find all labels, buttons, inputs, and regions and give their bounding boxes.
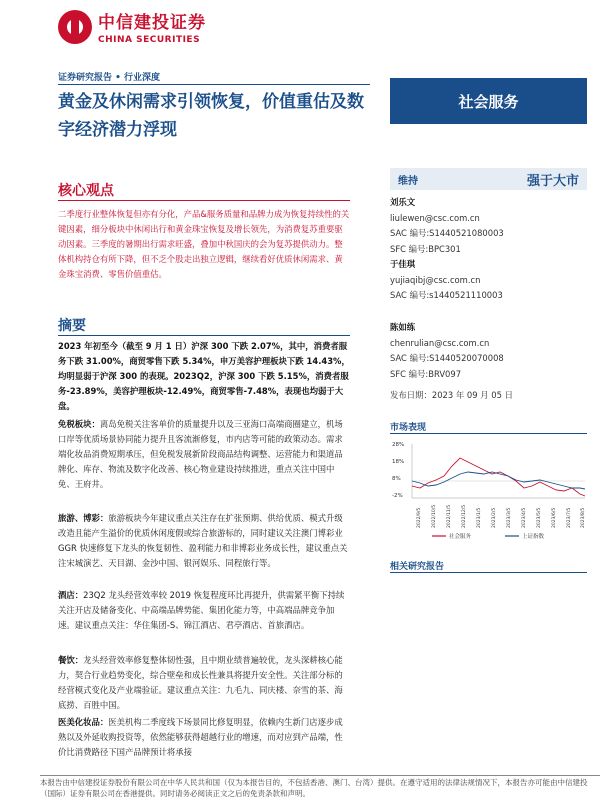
- legend-sector: 社会服务: [449, 534, 472, 540]
- legend-index: 上证指数: [522, 534, 545, 540]
- x-tick: 2022/10/5: [432, 504, 437, 528]
- para-text: 龙头经营效率修复整体韧性强，且中期业绩普遍较优，龙头深耕核心能力，契合行业趋势变化，综合壁垒和成长性兼具将提升安全性。关注部分标的经营模式变化及产业端验证。建议重点关注：九毛九、同庆楼、奈雪的茶、海底捞、百胜中国。: [58, 655, 343, 710]
- core-text: 二季度行业整体恢复但亦有分化，产品&服务质量和品牌力成为恢复持续性的关键因素，细分板块中休闲出行和黄金珠宝恢复及增长领先，为消费复苏重要驱动因素。三季度的暑期出行需求旺盛，叠加中秋国庆的会为复苏提供动力。整体机构持仓有所下降，但不乏个股走出独立逻辑，继续看好优质休闲需求、黄金珠宝消费、零售价值重估。: [58, 209, 350, 279]
- y-tick: 28%: [392, 442, 405, 448]
- market-chart: [390, 436, 587, 544]
- para-lead: 医美化妆品：: [58, 717, 109, 727]
- analyst-name: 于佳琪: [390, 259, 416, 269]
- analyst-block: [390, 195, 504, 304]
- divider: [40, 775, 600, 776]
- para-lead: 免税板块：: [58, 419, 100, 429]
- sector-line: [412, 458, 585, 496]
- divider: [58, 84, 370, 85]
- y-tick: 18%: [392, 459, 405, 465]
- analyst-block: [390, 320, 504, 382]
- para-text: 离岛免税关注客单价的质量提升以及三亚海口高端商圈建立，机场口岸等优质场景协同能力提升且客流渐修复，市内店等可能的政策动态。需求端化妆品消费短期承压，但免税发展新阶段商品结构调整、运营能力和渠道品牌化、库存、物流及数字化改善、核心物业建设持续推进，重点关注中国中免、王府井。: [58, 419, 343, 489]
- analyst-email: liulewen@csc.com.cn: [390, 212, 480, 223]
- summary-paragraph: [58, 653, 350, 713]
- para-lead: 酒店：: [58, 590, 84, 600]
- x-tick: 2023/6/5: [552, 507, 557, 528]
- core-heading: 核心观点: [58, 183, 114, 199]
- rating-value: 强于大市: [526, 173, 579, 189]
- rating-label: 维持: [398, 175, 418, 187]
- footer-disclaimer: 本报告由中信建投证券股份有限公司在中华人民共和国（仅为本报告目的，不包括香港、澳门、台湾）提供。在遵守适用的法律法规情况下，本报告亦可能由中信建投（国际）证券有限公司在香港提供。同时请务必阅读正文之后的免责条款和声明。: [40, 778, 588, 798]
- para-lead: 餐饮：: [58, 655, 84, 665]
- para-text: 23Q2 龙头经营效率较 2019 恢复程度环比再提升，供需紧平衡下持续关注开店及储备变化、中高端品牌势能、集团化能力等，中高端品牌竞争加速。建议重点关注：华住集团-S、锦江酒店、君亭酒店、首旅酒店。: [58, 590, 345, 630]
- x-tick: 2023/7/5: [567, 507, 572, 528]
- x-tick: 2022/12/5: [462, 504, 467, 528]
- logo-mark-icon: [58, 10, 92, 44]
- publish-date: 发布日期：2023 年 09 月 05 日: [390, 390, 513, 400]
- analyst-name: 刘乐文: [390, 197, 416, 207]
- summary-paragraph: [58, 339, 350, 414]
- rating-bar: [390, 168, 587, 190]
- x-tick: 2022/9/5: [417, 507, 422, 528]
- summary-paragraph: [58, 417, 350, 492]
- market-heading: 市场表现: [390, 423, 427, 433]
- x-tick: 2023/3/5: [507, 507, 512, 528]
- x-tick: 2023/8/5: [581, 507, 586, 528]
- x-tick: 2023/5/5: [537, 507, 542, 528]
- analyst-sac: SAC 编号:S1440521080003: [390, 228, 504, 238]
- divider: [390, 572, 587, 573]
- logo-cn-text: 中信建投证券: [98, 13, 206, 33]
- report-title: 黄金及休闲需求引领恢复，价值重估及数字经济潜力浮现: [58, 92, 364, 140]
- x-tick: 2023/4/5: [522, 507, 527, 528]
- summary-heading: 摘要: [58, 318, 86, 334]
- analyst-sfc: SFC 编号:BPC301: [390, 243, 461, 254]
- analyst-sac: SAC 编号:s1440521110003: [390, 290, 503, 300]
- divider: [390, 433, 587, 434]
- analyst-email: chenrulian@csc.com.cn: [390, 337, 490, 348]
- summary-text: 2023 年初至今（截至 9 月 1 日）沪深 300 下跌 2.07%，其中，消费者服务下跌 31.00%，商贸零售下跌 5.34%，申万美容护理板块下跌 14.43%，均明显弱于沪深 300 的表现。2023Q2，沪深 300 下跌 5.15%，消费者服务-23.89%，美容护理板块-12.49%，商贸零售-7.48%，表现也均弱于大盘。: [58, 341, 350, 411]
- logo-en-text: CHINA SECURITIES: [98, 35, 201, 45]
- divider: [58, 335, 350, 336]
- summary-paragraph: [58, 511, 350, 571]
- summary-paragraph: [58, 588, 350, 633]
- company-logo: [58, 8, 206, 45]
- related-heading: 相关研究报告: [390, 562, 445, 572]
- para-lead: 旅游、博彩：: [58, 513, 109, 523]
- para-text: 旅游板块今年建议重点关注存在扩张预期、供给优质、模式升级改造且能产生溢价的优质休闲度假或综合旅游标的，同时建议关注澳门博彩业 GGR 快速修复下龙头的恢复韧性、盈利能力和非博彩业务成长性，建议重点关注宋城演艺、天目湖、金沙中国、银河娱乐、同程旅行等。: [58, 513, 348, 568]
- analyst-sfc: SFC 编号:BRV097: [390, 368, 462, 379]
- report-type: 证券研究报告 • 行业深度: [58, 73, 161, 83]
- analyst-sac: SAC 编号:S1440520070008: [390, 353, 504, 363]
- x-tick: 2023/2/5: [492, 507, 497, 528]
- divider: [58, 200, 350, 201]
- industry-badge: 社会服务: [390, 78, 587, 124]
- index-line: [412, 472, 585, 489]
- analyst-email: yujiaqibj@csc.com.cn: [390, 274, 481, 285]
- x-tick: 2022/11/5: [447, 504, 452, 528]
- y-tick: 8%: [392, 476, 401, 482]
- y-tick: -2%: [392, 493, 403, 499]
- para-text: 医美机构二季度线下场景同比修复明显，依赖内生新门店逐步成熟以及外延收购投资等，依然能够获得超越行业的增速，而对应到产品端，性价比消费路径下国产品牌预计将承接: [58, 717, 343, 757]
- x-tick: 2023/1/5: [477, 507, 482, 528]
- summary-paragraph: [58, 715, 350, 760]
- analyst-name: 陈如练: [390, 322, 416, 332]
